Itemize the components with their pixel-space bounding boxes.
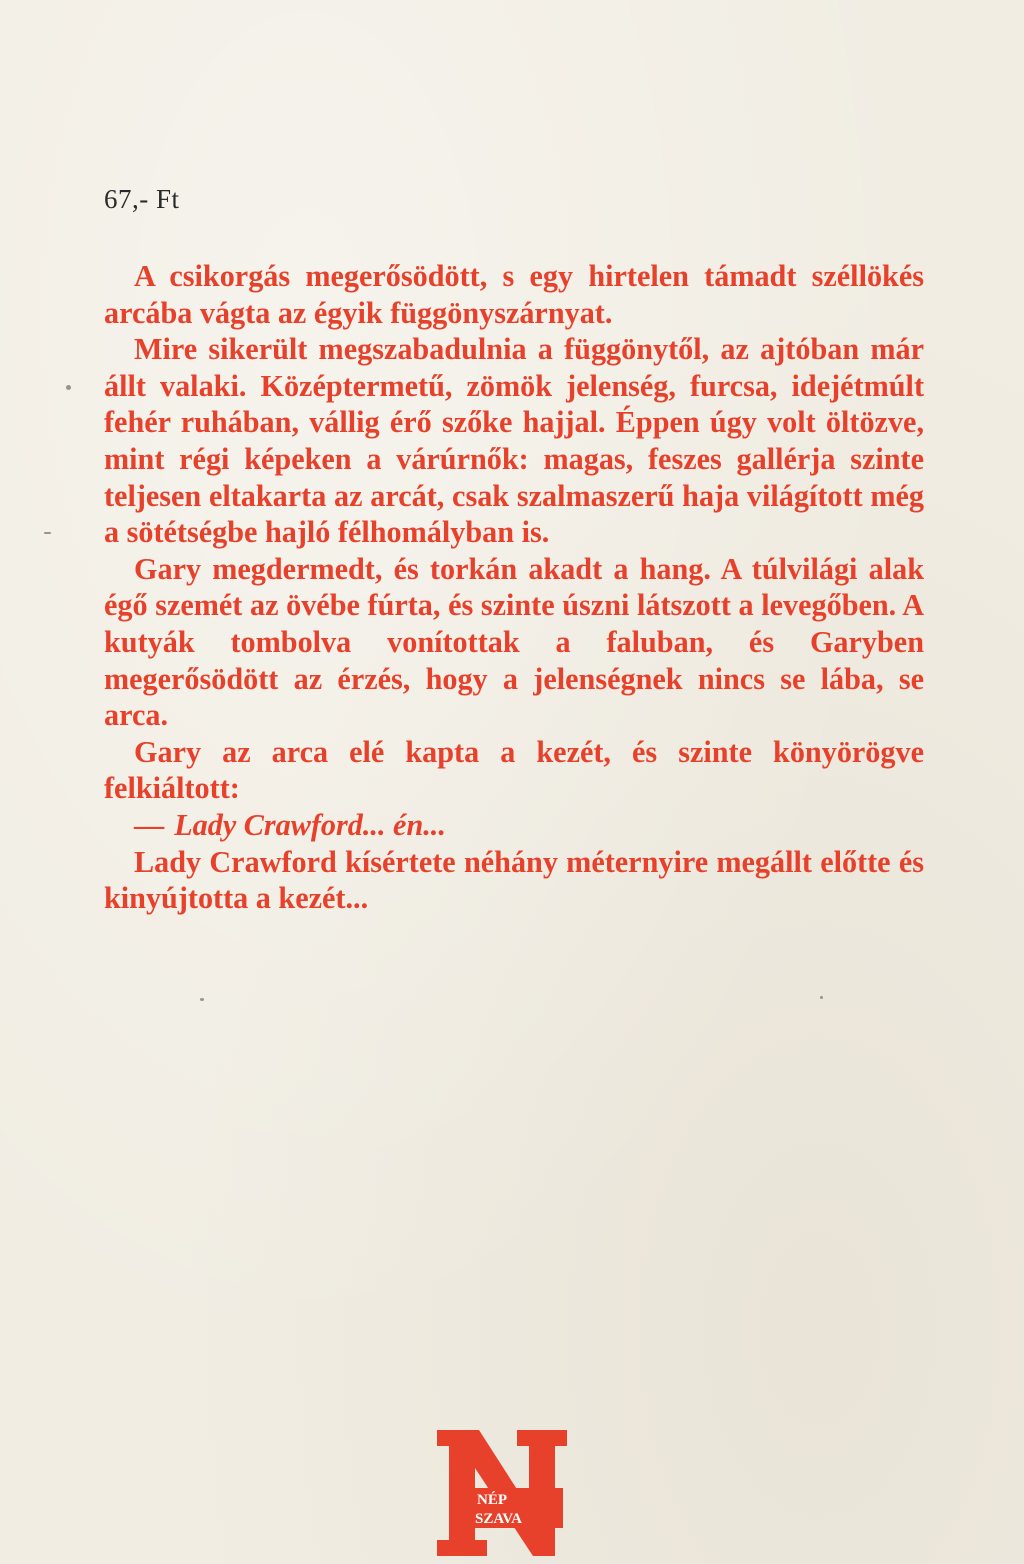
price-label: 67,- Ft xyxy=(104,184,180,214)
dialogue-text: Lady Crawford... én... xyxy=(174,807,446,842)
blurb-paragraph-1: A csikorgás megerősödött, s egy hirtelen támadt széllökés arcába vágta az égyik függönyszárnyat. xyxy=(104,259,924,330)
nepszava-logo xyxy=(437,1430,567,1560)
logo-line-1: NÉP xyxy=(477,1492,507,1508)
paper-speck xyxy=(200,998,204,1001)
blurb-text xyxy=(104,258,924,917)
paper-speck xyxy=(44,532,51,534)
logo-line-2: SZAVA xyxy=(475,1511,522,1527)
blurb-closing-paragraph: Lady Crawford kísértete néhány méternyire megállt előtte és kinyújtotta a kezét... xyxy=(104,844,924,916)
paper-speck xyxy=(820,996,823,999)
dialogue-dash: — xyxy=(134,807,165,842)
blurb-paragraph-3: Gary megdermedt, és torkán akadt a hang. A túlvilági alak égő szemét az övébe fúrta, és szinte úszni látszott a levegőben. A kutyák tombolva vonítottak a faluban, és Garyben megerősödött az érzés, hogy a jelenségnek nincs se lába, se arca. xyxy=(104,551,924,733)
paper-speck xyxy=(66,385,71,390)
blurb-dialogue-line xyxy=(104,807,924,844)
blurb-paragraph-2: Mire sikerült megszabadulnia a függönytől, az ajtóban már állt valaki. Középtermetű, zömök jelenség, furcsa, idejétmúlt fehér ruhában, vállig érő szőke hajjal. Éppen úgy volt öltözve, mint régi képeken a várúrnők: magas, feszes gallérja szinte teljesen eltakarta az arcát, csak szalmaszerű haja világított még a sötétségbe hajló félhomályban is. xyxy=(104,332,924,550)
nepszava-logo-graphic xyxy=(437,1430,567,1560)
blurb-paragraph-4: Gary az arca elé kapta a kezét, és szinte könyörögve felkiáltott: xyxy=(104,734,924,806)
